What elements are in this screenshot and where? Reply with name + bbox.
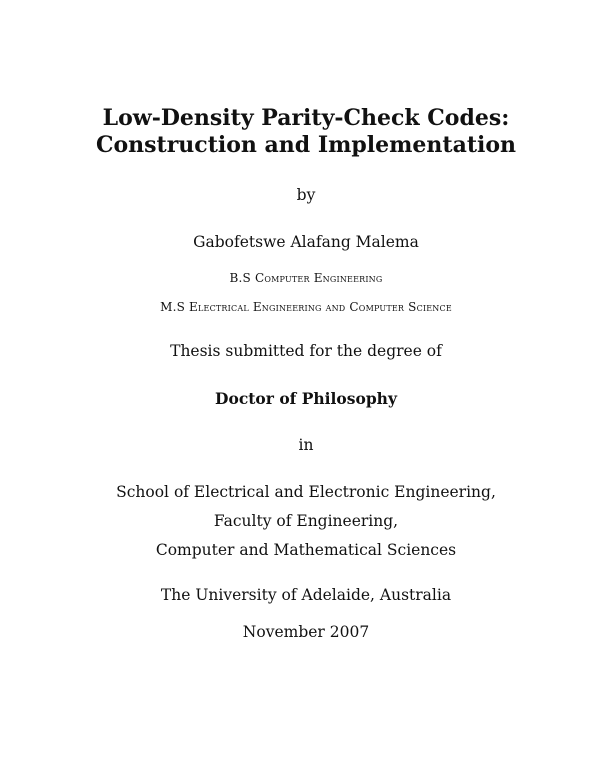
qualification-ms: M.S Electrical Engineering and Computer Science [160,300,452,314]
by-text: by [296,186,316,204]
submission-date: November 2007 [242,623,370,641]
university-name: The University of Adelaide, Australia [160,586,452,604]
submission-statement: Thesis submitted for the degree of [170,342,442,360]
thesis-title-line-1: Low-Density Parity-Check Codes: [102,105,510,131]
qualification-bs: B.S Computer Engineering [229,271,383,285]
faculty-line-1: Faculty of Engineering, [213,512,399,530]
thesis-title-line-2: Construction and Implementation [95,132,517,158]
degree-name: Doctor of Philosophy [215,389,397,408]
author-name: Gabofetswe Alafang Malema [193,233,419,251]
in-text: in [298,436,314,454]
faculty-line-2: Computer and Mathematical Sciences [155,541,457,559]
school-name: School of Electrical and Electronic Engineering, [116,483,496,501]
